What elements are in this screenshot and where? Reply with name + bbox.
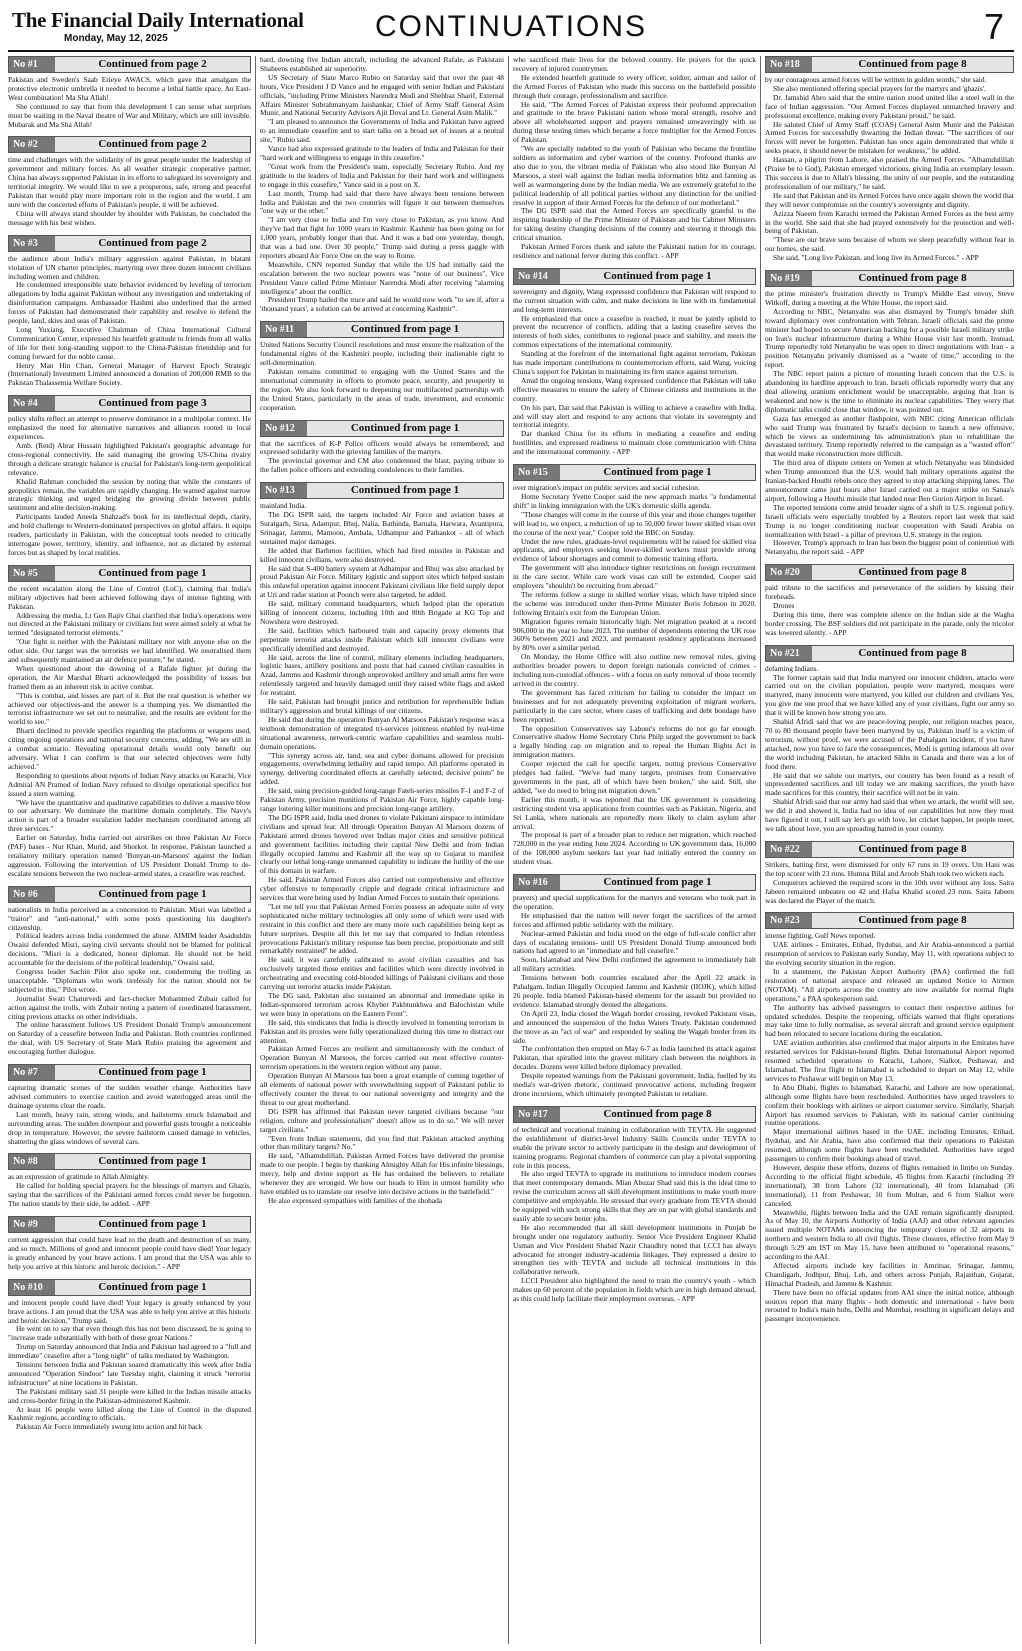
paragraph: He said that S-400 battery system at Adhampur and Bhuj was also attacked by proud Pakistan Air Force. Military logistic and support sites which helped sustain this unlawful operation against innocent Pakistani civilians like field supply depot at Uri and radar station at Poonch were also targeted, he added.	[260, 563, 504, 600]
article-body	[8, 1084, 251, 1146]
paragraph: In a statement, the Pakistan Airport Authority (PAA) confirmed the full restoration of national airspace and released an updated Notice to Airmen (NOTAM). "All airports across the country are now available for normal flight operations," a PAA spokesperson said.	[765, 967, 1014, 1003]
paragraph: the recent escalation along the Line of Control (LoC), claiming that India's military objectives had been achieved following days of intense fighting with Pakistan.	[8, 583, 251, 611]
continued-from-label: Continued from page 8	[858, 272, 967, 285]
paragraph: China will always stand shoulder by shoulder with Pakistan, he concluded the message with his best wishes.	[8, 208, 251, 227]
paragraph: Last month, heavy rain, strong winds, and hailstorms struck Islamabad and surrounding areas. The sudden downpour and powerful gusts brought a noticeable drop in temperature. However, the severe hailstorm caused damage to vehicles, shattering the glass windows of several cars.	[8, 1109, 251, 1146]
paragraph: He said, across the line of control, military elements including headquarters, logistic bases, artillery positions and posts that had caused civilian casualties in Azad, Jammu and Kashmir through unprovoked artillery and small arms fire were relentlessly targeted and heavily damaged until they raised white flags and asked for restraint.	[260, 652, 504, 698]
paragraph: the prime minister's frustration directly to Trump's Middle East envoy, Steve Witkoff, during a meeting at the White House, the report said.	[765, 289, 1014, 307]
paragraph: Conquerors achieved the required score in the 10th over without any loss. Saira Jabeen remained unbeaten on 42 and Hafsa Khalid scored 23 runs. Saira Jabeen was declared the Player of the match.	[765, 877, 1014, 905]
paragraph: Operation Bunyan Al Marsoos has been a great example of coming together of all elements of national power with overwhelming support of Pakistani public to effectively counter the threat to our national sovereignty and integrity and the threat to our great motherland.	[260, 1071, 504, 1107]
paragraph: Tensions between both countries escalated after the April 22 attack in Pahalgam, Indian Illegally Occupied Jammu and Kashmir (IIOJK), which killed 26 people. India blamed Pakistan-based elements for the assault but provided no evidence. Islamabad strongly denied the allegations.	[513, 973, 756, 1009]
paragraph: He emphasised that the nation will never forget the sacrifices of the armed forces and affirmed public solidarity with the military.	[513, 910, 756, 929]
paragraph: Earlier this month, it was reported that the UK government is considering restricting student visa applications from countries such as Pakistan, Nigeria, and Sri Lanka, where nationals are reportedly more likely to claim asylum after arrival.	[513, 794, 756, 831]
continued-from-label: Continued from page 2	[98, 236, 207, 249]
section-header	[8, 56, 251, 73]
paragraph: "This synergy across air, land, sea and cyber domains allowed for precision engagements, overwhelming lethality and rapid tempo. All platforms operated in synergy, delivering coordinated effects at carefully selected, decisive points" he added.	[260, 750, 504, 787]
continuation-section	[8, 136, 251, 227]
paragraph: United Nations Security Council resolutions and must ensure the realization of the fundamental rights of the Kashmiri people, including their inalienable right to self-determination.	[260, 340, 504, 368]
article-body	[8, 1299, 251, 1433]
continued-from-label: Continued from page 8	[603, 1107, 712, 1120]
paragraph: Bharti declined to provide specifics regarding the platforms or weapons used, citing ongoing operations and national security concerns, adding, "We are still in a combat scenario. Revealing operational details would only benefit our adversary. What I can confirm is that our selected objectives were fully achieved."	[8, 726, 251, 771]
section-number: No #5	[9, 566, 55, 581]
paragraph: He said, Pakistan had brought justice and retribution for reprehensible Indian military's aggression and brutal killings of our citizens.	[260, 697, 504, 715]
paragraph: He said, military command headquarters, which helped plan the operation killing of innocent citizens, including 10th and 80th Brigade at KG Top and Nowshera were destroyed.	[260, 599, 504, 626]
paragraph: "Even from Indian statements, did you find that Pakistan attacked anything other than military targets? No."	[260, 1133, 504, 1152]
section-header	[8, 1153, 251, 1170]
column-divider	[760, 56, 761, 1644]
article-body	[8, 415, 251, 558]
section-number: No #19	[766, 271, 812, 286]
continuation-section	[513, 1106, 756, 1304]
article-body	[513, 1126, 756, 1304]
paragraph: The government will also introduce tighter restrictions on foreign recruitment in the care sector. While care work visas can still be extended, Cooper said employers "shouldn't be recruiting from abroad."	[513, 563, 756, 591]
paragraph: There have been no official updates from AAI since the initial notice, although sources report that many flights - both domestic and international - have been rerouted to India's main hubs, Delhi and Mumbai, resulting in significant delays and passenger inconvenience.	[765, 1287, 1014, 1324]
paragraph: DG ISPR has affirmed that Pakistan never targeted civilians because "our religion, culture and professionalism" doesn't allow us to do so." We will never target civilians."	[260, 1106, 504, 1134]
paragraph: Amid the ongoing tensions, Wang expressed confidence that Pakistan will take effective measures to ensure the safety of Chinese citizens and institutions in the country.	[513, 375, 756, 403]
paragraph: Dar thanked China for its efforts in mediating a ceasefire and ending hostilities, and expressed readiness to maintain close communication with China and the international community. - APP	[513, 429, 756, 457]
paragraph: Meanwhile, CNN reported Sunday that while the US had initially said the escalation between the two nuclear powers was "none of our business", Vice President Vance called Prime Minister Narendra Modi after receiving "alarming intelligence" about the conflict.	[260, 259, 504, 296]
paragraph: "Great work from the President's team, especially Secretary Rubio. And my gratitude to the leaders of India and Pakistan for their hard work and willingness to engage in this ceasefire," Vance said in a post on X.	[260, 161, 504, 189]
article-body	[513, 288, 756, 457]
paragraph: the audience about India's military aggression against Pakistan, in blatant violation of UN charter principles, martyring over three dozen innocent civilians including women and children.	[8, 253, 251, 281]
column-1	[8, 56, 251, 1644]
paragraph: He went on to say that even though this has not been discussed, he is going to "increase trade substantially with both of these great Nations."	[8, 1324, 251, 1343]
continued-from-label: Continued from page 1	[98, 1218, 207, 1231]
paragraph: intense fighting, Gulf News reported.	[765, 931, 876, 941]
paragraph: mainland India.	[260, 501, 307, 511]
paragraph: Gaza has emerged as another flashpoint, with NBC citing American officials who said Trump was frustrated by Israel's decision to launch a new offensive, which he views as undermining his administration's plan to rehabilitate the devastated territory. Trump reportedly referred to the campaign as a "wasted effort" that would make reconstruction more difficult.	[765, 413, 1014, 459]
section-header	[8, 1279, 251, 1296]
section-header	[765, 564, 1014, 581]
continued-from-label: Continued from page 2	[98, 138, 207, 151]
continuation-section	[8, 395, 251, 558]
paragraph: He said that we salute our martyrs, our country has been found as a result of unprecedented sacrifices and till today we are making sacrifices, the youth have made sacrifices for this country, their sacrifice will not be in vain.	[765, 770, 1014, 798]
paragraph: She continued to say that from this development I can sense what surprises must be waiting in the Naval theatre of War and Military, which are still invisible. Mubarak and Ma Sha Allah!	[8, 101, 251, 129]
article-body	[8, 156, 251, 227]
section-number: No #9	[9, 1217, 55, 1232]
paragraph: The reforms follow a surge in skilled worker visas, which have tripled since the scheme was introduced under then-Prime Minister Boris Johnson in 2020, following Britain's exit from the European Union.	[513, 589, 756, 617]
paragraph: of technical and vocational training in collaboration with TEVTA. He suggested the establishment of district-level Industry Skills Councils under TEVTA to enable the private sector to actively participate in the design and development of training programs. Regional chambers of commerce can play a pivotal supporting role in this process.	[513, 1124, 756, 1170]
paragraph: Participants lauded Aneela Shahzad's book for its intellectual depth, clarity, and bold challenge to Western-dominated perspectives on global affairs. It equips readers, particularly in Pakistan, with the conceptual tools needed to critically interrogate power, territory, identity, and influence, not as dictated by external forces but as shaped by local realities.	[8, 512, 251, 557]
paragraph: He said, it was carefully calibrated to avoid civilian casualties and has exclusively targeted those entities and facilities which were directly involved in orchestrating and executing cold-blooded killings of Pakistani civilians and those carrying out terrorist attacks inside Pakistan.	[260, 955, 504, 992]
section-number: No #15	[514, 465, 560, 480]
paragraph: paid tribute to the sacrifices and perseverance of the soldiers by kissing their foreheads.	[765, 583, 1014, 602]
paragraph: "Our fight is neither with the Pakistani military nor with anyone else on the other side. Our target was the terrorists we had identified. We neutralised them and subsequently maintained an air defence posture," he stated.	[8, 637, 251, 665]
paragraph: She said, "Long live Pakistan, and long live its Armed Forces." - APP	[773, 253, 979, 263]
section-number: No #6	[9, 887, 55, 902]
continuation-section	[8, 1064, 251, 1146]
paragraph: Journalist Swati Chaturvedi and fact-checker Mohammed Zubair called for action against the trolls, with Zubair noting a pattern of coordinated harassment, citing previous attacks on other individuals.	[8, 993, 251, 1021]
paragraph: However, despite these efforts, dozens of flights remained in limbo on Sunday. According to the official flight schedule, 45 flights from Karachi (including 39 international), 38 from Lahore (32 international), 40 from Islamabad (36 international), 11 from Peshawar, 10 from Multan, and 6 from Sialkot were canceled.	[765, 1162, 1014, 1208]
continuation-section	[765, 645, 1014, 834]
paragraph: The reported tensions come amid broader signs of a shift in U.S. regional policy. Israeli officials were especially troubled by a Reuters report last week that said Trump is no longer conditioning nuclear cooperation with Saudi Arabia on normalization with Israel - a pillar of previous U.S. strategy in the region.	[765, 502, 1014, 539]
section-number: No #11	[261, 322, 307, 337]
paragraph: Home Secretary Yvette Cooper said the new approach marks "a fundamental shift" in linking immigration with the UK's domestic skills agenda.	[513, 491, 756, 510]
continued-from-label: Continued from page 1	[350, 484, 460, 497]
section-number: No #14	[514, 269, 560, 284]
paragraph: On April 23, India closed the Wagah border crossing, revoked Pakistani visas, and announced the suspension of the Indus Waters Treaty. Pakistan condemned the move as an "act of war" and responded by sealing the Wagah border from its side.	[513, 1008, 756, 1045]
paragraph: He said, Pakistan Armed Forces also carried out comprehensive and effective cyber offensive to temporarily cripple and degrade critical infrastructure and services that were being used by Indian Armed Forces to sustain their operations.	[260, 875, 504, 903]
paragraph: He said, "Alhamdulillah, Pakistan Armed Forces have delivered the promise made to our people. I begin by thanking Almighty Allah for His infinite blessings, mercy, help and divine support as He has ordained the believers to retaliate whenever they are wronged. We bow our heads to Him in utmost humility who have enabled us to translate our resolve into decisive actions in the battlefield."	[260, 1151, 504, 1196]
paragraph: Tensions between India and Pakistan soared dramatically this week after India announced "Operation Sindoor" late Tuesday night, claiming it struck "terrorist infrastructure" at nine locations in Pakistan.	[8, 1360, 251, 1387]
paragraph: On his part, Dar said that Pakistan is willing to achieve a ceasefire with India, and will stay alert and respond to any actions that violate its sovereignty and territorial integrity.	[513, 402, 756, 430]
paragraph: Migration figures remain historically high. Net migration peaked at a record 906,000 in the year to June 2023. The number of dependents entering the UK rose 360% between 2021 and 2023, and permanent residency applications increased by 80% over a similar period.	[513, 616, 756, 653]
paragraph: However, Trump's approach to Iran has been the biggest point of contention with Netanyahu, the report said. - APP	[765, 538, 1014, 557]
paragraph: over migration's impact on public services and social cohesion.	[513, 483, 700, 493]
section-header	[8, 1216, 251, 1233]
paragraph: "This is combat, and losses are part of it. But the real question is whether we achieved our objectives-and the answer is a thumping yes. We dismantled the terrorist infrastructure we set out to neutralise, and the results are evident for the world to see."	[8, 690, 251, 727]
section-number: No #8	[9, 1154, 55, 1169]
paragraph: The opposition Conservatives say Labour's reforms do not go far enough. Conservative shadow Home Secretary Chris Philp urged the government to back a legally binding cap on migration and to repeal the Human Rights Act in immigration matters.	[513, 723, 756, 760]
paragraph: At least 16 people were killed along the Line of Control in the disputed Kashmir regions, according to officials.	[8, 1404, 251, 1423]
section-number: No #20	[766, 565, 812, 580]
masthead	[8, 6, 1014, 50]
paragraph: He saluted Chief of Army Staff (COAS) General Asim Munir and the Pakistan Armed Forces for successfully thwarting the Indian threat. "The sacrifices of our forces will never be forgotten. Pakistan has once again demonstrated that while it seeks peace, it should never be mistaken for weakness," he added.	[765, 119, 1014, 156]
paragraph: Shahid Afridi said that we are peace-loving people, our religion teaches peace, 70 to 80 thousand people have been martyred by us, Pakistan itself is a victim of terrorism, without proof, we were accused of the Pahalgam incident, if you have attacked, now you have to face the consequences, Modi is getting infamous all over the world including Pakistan, he attacked Sikhs in Canada and there was a lot of food there.	[765, 717, 1014, 771]
section-header	[8, 1064, 251, 1081]
section-number: No #16	[514, 875, 560, 890]
paragraph: On Monday, the Home Office will also outline new removal rules, giving authorities broader powers to deport foreign nationals convicted of crimes - including non-custodial offences - with a focus on early removal of those recently arrived in the country.	[513, 652, 756, 688]
continuation-section	[765, 912, 1014, 1324]
continuation-section	[8, 565, 251, 879]
paragraph: The DG ISPR said, India used drones to violate Pakistani airspace to intimidate civilians and spread fear. All through Operation Bunyan Al Marsoos dozens of Pakistani armed drones hovered over Indian major cities and sensitive political and government facilities including their capital New Delhi and from Indian illegally occupied Jammu and Kashmir all the way up to Gujarat to manifest clearly our lethal long-range unmanned capability to indicate the futility of the use of this domain in warfare.	[260, 812, 504, 876]
section-header	[513, 1106, 756, 1123]
continued-from-label: Continued from page 1	[603, 466, 712, 479]
article-body	[8, 906, 251, 1057]
section-header	[513, 268, 756, 285]
paragraph: Vance had also expressed gratitude to the leaders of India and Pakistan for their "hard work and willingness to engage in this ceasefire."	[260, 144, 504, 162]
section-number: No #7	[9, 1065, 55, 1080]
paragraph: The NBC report paints a picture of mounting Israeli concern that the U.S. is abandoning its hardline approach to Iran. Israeli officials reportedly worry that any deal allowing uranium enrichment would be unacceptable, arguing that Iran is weakened and now is the time to eliminate its nuclear capabilities. They worry that diplomatic talks could close that window, it was pointed out.	[765, 369, 1014, 414]
paragraph: She also mentioned offering special prayers for the martyrs and 'ghazis'.	[773, 83, 986, 93]
section-number: No #17	[514, 1107, 560, 1122]
continuation-section	[8, 1216, 251, 1272]
masthead-rule	[8, 50, 1014, 52]
continuation-section	[8, 1279, 251, 1433]
column-2	[260, 56, 504, 1644]
paragraph: During this time, there was complete silence on the Indian side at the Wagha border crossing. The BSF soldiers did not participate in the parade, only the tricolor was lowered silently. - APP	[765, 609, 1014, 637]
paragraph: Cooper rejected the call for specific targets, noting previous Conservative pledges had failed. "We've had many targets, promises from Conservative governments in the past, all of which have been broken," she said. Still, she added, "we do need to bring net migration down."	[513, 759, 756, 795]
paragraph: sovereignty and dignity, Wang expressed confidence that Pakistan will respond to the current situation with calm, and make decisions in line with its fundamental and long-term interests.	[513, 286, 756, 314]
article-body	[260, 56, 504, 314]
paragraph: Trump on Saturday announced that India and Pakistan had agreed to a "full and immediate" ceasefire after a "long night" of talks mediated by Washington.	[8, 1342, 251, 1361]
paragraph: Under the new rules, graduate-level requirements will be raised for skilled visa applicants, and employers seeking lower-skilled workers must provide strong evidence of labour shortages and commit to domestic training efforts.	[513, 536, 756, 564]
paragraph: Shahid Afridi said that our army had said that when we attack, the world will see, we did it and showed it, India had no idea of our capabilities but now they must have figured it out, I still say let's go with love, let cricket happen, let people meet, we talk about love, you are spreading hatred in your country.	[765, 797, 1014, 833]
paragraph: Meanwhile, flights between India and the UAE remain significantly disrupted. As of May 10, the Airports Authority of India (AAI) and other relevant agencies issued multiple NOTAMs announcing the temporary closure of 32 airports in northern and western India to all civil flights. These closures, effective from May 9 through 5:29 am IST on May 15, have been attributed to "operational reasons," according to the AAI.	[765, 1207, 1014, 1262]
paragraph: current aggression that could have lead to the death and destruction of so many, and so much. Millions of good and innocent people could have died! Your legacy is greatly enhanced by your brave actions. I am proud that the USA was able to help you arrive at this historic and heroic decision." - APP	[8, 1235, 251, 1271]
continued-from-label: Continued from page 3	[98, 397, 207, 410]
continued-from-label: Continued from page 1	[98, 566, 207, 579]
continuation-section	[260, 482, 504, 1206]
paragraph: According to NBC, Netanyahu was also dismayed by Trump's broader shift toward diplomacy over confrontation with Tehran. Israeli officials said the prime minister had hoped to secure American backing for a possible Israeli military strike on Iran's nuclear infrastructure during a White House visit last month. Instead, Trump reportedly told Netanyahu he was open to direct negotiations with Iran - a position Netanyahu privately dismissed as a "waste of time," according to the report.	[765, 306, 1014, 370]
article-body	[260, 440, 504, 476]
paragraph: "Those changes will come in the course of this year and those changes together will lead to, we expect, a reduction of up to 50,000 fewer lower skilled visas over the course of the next year," Cooper told the BBC on Sunday.	[513, 509, 756, 537]
continued-from-label: Continued from page 8	[858, 566, 967, 579]
article-body	[513, 484, 756, 867]
continuation-section	[513, 874, 756, 1099]
section-number: No #4	[9, 396, 55, 411]
paragraph: Khalid Rahman concluded the session by noting that while the constants of geopolitics remain, the variables are rapidly changing. He warned against narrow strategic thinking and urged bridging the growing divide between public sentiment and elite decision-making.	[8, 476, 251, 513]
paragraph: He said, facilities which harboured train and capacity proxy elements that perpetrate terrorist attacks inside Pakistan which kill innocent civilians were specifically identified and destroyed.	[260, 625, 504, 653]
paragraph: LCCI President also highlighted the need to train the country's youth - which makes up 60 percent of the population in fields which are in high demand abroad, as this could help facilitate their employment overseas. - APP	[513, 1276, 756, 1304]
paragraph: The Pakistani military said 31 people were killed in the Indian missile attacks and cross-border firing in the Pakistan-administered Kashmir.	[8, 1386, 251, 1405]
continuation-section	[513, 56, 756, 261]
paragraph: "We have the quantitative and qualitative capabilities to deliver a massive blow to our adversary. We dominate the maritime domain completely. The Navy's action is part of a broader escalation ladder mechanism coordinated among all three services."	[8, 797, 251, 834]
paragraph: Drones	[773, 601, 795, 611]
continued-from-label: Continued from page 1	[603, 876, 712, 889]
paragraph: The proposal is part of a broader plan to reduce net migration, which reached 728,000 in the year ending June 2024. According to UK government data, 16,000 of the 108,000 asylum seekers last year had initially entered the country on student visas.	[513, 830, 756, 867]
article-body	[8, 1236, 251, 1272]
paragraph: Dr. Jamshid Abro said that the entire nation stood united like a steel wall in the face of Indian aggression. "Our Armed Forces displayed unmatched bravery and professional excellence, making every Pakistani proud," he said.	[765, 92, 1014, 120]
paragraph: Pakistan remains committed to engaging with the United States and the international community in efforts to promote peace, security, and prosperity in the region. We also look forward to deepening our multifaceted partnership with the United States, particularly in the areas of trade, investment, and economic cooperation.	[260, 367, 504, 412]
paragraph: The former captain said that India martyred our innocent children, attacks were carried out on the civilian population, people were martyred, mosques were martyred, many innocents were martyred, you killed our children and civilians Yes, you give me one proof that we have killed any of your civilians, fight our army so that it will be known how strong you are.	[765, 672, 1014, 718]
section-header	[513, 464, 756, 481]
section-number: No #3	[9, 236, 55, 251]
paragraph: Pakistan Air Force immediately swung into action and hit back	[16, 1422, 203, 1432]
section-header	[8, 235, 251, 252]
section-header	[765, 56, 1014, 73]
section-number: No #13	[261, 483, 307, 498]
article-body	[8, 585, 251, 879]
paragraph: Pakistan Armed Forces thank and salute the Pakistani nation for its courage, resilience and national fervor during this conflict. - APP	[513, 242, 756, 260]
continuation-section	[8, 886, 251, 1057]
paragraph: US Secretary of State Marco Rubio on Saturday said that over the past 48 hours, Vice President J D Vance and he engaged with senior Indian and Pakistani officials, "including Prime Ministers Narendra Modi and Shehbaz Sharif, External Affairs Minister Subrahmanyam Jaishankar, Chief of Army Staff General Asim Munir, and National Security Advisors Ajit Doval and Lt. General Asim Malik."	[260, 72, 504, 118]
section-header	[8, 886, 251, 903]
column-4	[765, 56, 1014, 1644]
paragraph: Strikers, batting first, were dismissed for only 67 runs in 19 overs. Um Hani was the top scorer with 23 runs. Humna Bilal and Aroob Shah took two wickets each.	[765, 859, 1014, 878]
paragraph: Earlier on Saturday, India carried out airstrikes on three Pakistan Air Force (PAF) bases - Nur Khan, Murid, and Shorkot. In response, Pakistan launched a retaliatory military operation named 'Bunyan-un-Marsoos' against the Indian aggression. Following the intervention of US President Donald Trump to de-escalate tensions between the two nuclear-armed states, a ceasefire was reached.	[8, 833, 251, 878]
paragraph: Amb. (Retd) Abrar Hussain highlighted Pakistan's geographic advantage for cross-regional connectivity. He said managing the growing US-China rivalry through a delicate strategic balance is crucial for Pakistan's long-term geopolitical relevance.	[8, 441, 251, 477]
continued-from-label: Continued from page 8	[858, 914, 967, 927]
paragraph: Despite repeated warnings from the Pakistani government, India, fuelled by its media's war-driven rhetoric, continued provocative actions, including frequent drone incursions, which ultimately prompted Pakistan to retaliate.	[513, 1071, 756, 1098]
section-header	[765, 270, 1014, 287]
paragraph: "I am pleased to announce the Governments of India and Pakistan have agreed to an immediate ceasefire and to start talks on a broad set of issues at a neutral site," Rubio said.	[260, 117, 504, 145]
section-header	[765, 912, 1014, 929]
page-number: 7	[983, 6, 1004, 47]
article-body	[260, 502, 504, 1206]
paragraph: The government has faced criticism for failing to consider the impact on businesses and for not adequately preventing exploitation of migrant workers, particularly in the care sector, where cases of trafficking and debt bondage have been reported.	[513, 687, 756, 724]
paragraph: The provincial governor and CM also condemned the blast, paying tribute to the fallen police officers and extending condolences to their families.	[260, 456, 504, 475]
continuation-section	[765, 841, 1014, 906]
paragraph: Responding to questions about reports of Indian Navy attacks on Karachi, Vice Admiral AN Pramod of Indian Navy refused to divulge operational specifics but issued a stern warning.	[8, 770, 251, 798]
section-header	[260, 420, 504, 437]
continuation-section	[260, 321, 504, 412]
continuation-section	[765, 56, 1014, 263]
paragraph: He said, "The Armed Forces of Pakistan express their profound appreciation and gratitude to the brave Pakistani nation whose moral strength, resolve and above all wholehearted support and prayers remained unwaveringly with us during these testing times which became a force multiplier for the Armed Forces of Pakistan.	[513, 99, 756, 145]
article-body	[8, 76, 251, 129]
article-body	[513, 894, 756, 1099]
paragraph: He extended heartfelt gratitude to every officer, soldier, airman and sailor of the Armed Forces of Pakistan who made this success on the battlefield possible through their courage, professionalism and sacrifice.	[513, 72, 756, 100]
continued-from-label: Continued from page 1	[350, 323, 460, 336]
article-body	[765, 932, 1014, 1324]
paragraph: The authority has advised passengers to contact their respective airlines for updated schedules. Despite the reopening, officials warned that flight operations may take time to fully normalise, as several aircraft and ground service equipment had been relocated to secure locations during the escalation.	[765, 1002, 1014, 1039]
paragraph: time and challenges with the solidarity of its great people under the leadership of government and military forces. As all weather strategic cooperative partner, China has always supported Pakistan in its efforts to safeguard its sovereignty and territorial integrity. We would like to see a prosperous, safe, strong and peaceful Pakistan that would play more important role in the region and the world. I am sure with the concerted efforts of Pakistan's people, it will be achieved.	[8, 155, 251, 209]
paragraph: policy shifts reflect an attempt to preserve dominance in a multipolar context. He emphasized the need for alternative narratives and alliances rooted in local experiences.	[8, 414, 251, 442]
paragraph: Major international airlines based in the UAE, including Emirates, Etihad, flydubai, and Air Arabia, have also confirmed that their operations to Pakistan resumed, although some flights have been rescheduled. Authorities have urged passengers to confirm their bookings ahead of travel.	[765, 1127, 1014, 1164]
paragraph: The DG ISPR said that the Armed Forces are specifically grateful to the inspiring leadership of the Prime Minister of Pakistan and his Cabinet Ministers for taking destiny changing decisions of the country and steering it through this critical situation.	[513, 206, 756, 243]
article-body	[8, 255, 251, 389]
section-header	[8, 565, 251, 582]
paragraph: Political leaders across India condemned the abuse. AIMIM leader Asaduddin Owaisi defended Misri, saying civil servants should not be blamed for political decisions. "Misri is a dedicated, honest diplomat. He should not be held accountable for the decisions of the political leadership," Owaisi said.	[8, 931, 251, 968]
paragraph: nationalists in India perceived as a concession to Pakistan. Misri was labelled a "traitor" and "anti-national," with some posts questioning his daughter's citizenship.	[8, 904, 251, 932]
paragraph: The confrontation then erupted on May 6-7 as India launched its attack against Pakistan, that spiralled into the gravest military clash between the neighbors in decades. Dozens were killed before diplomacy prevailed.	[513, 1044, 756, 1072]
paragraph: He said, using precision-guided long-range Fateh-series missiles F-1 and F-2 of Pakistan Army, precision munitions of Pakistan Air Force, highly capable long-range loitering killer munitions and precision long-range artillery.	[260, 786, 504, 813]
paragraph: by our courageous armed forces will be written in golden words," she said.	[765, 75, 987, 84]
continued-from-label: Continued from page 1	[98, 887, 207, 900]
paragraph: Addressing the media, Lt Gen Rajiv Ghai clarified that India's operations were not directed at the Pakistani military or civilians but were aimed solely at what he termed "designated terrorist elements."	[8, 610, 251, 638]
paragraph: Henry Man Hin Chan, General Manager of Harvest Epoch Strategic (International) Investment Limited announced a donation of 200,000 RMB to the Pakistan Thalassemia Welfare Society.	[8, 360, 251, 388]
section-header	[765, 645, 1014, 662]
continuation-section	[513, 464, 756, 867]
article-body	[765, 584, 1014, 637]
continued-from-label: Continued from page 8	[858, 646, 967, 659]
paragraph: "I am very close to India and I'm very close to Pakistan, as you know. And they've had that fight for 1000 years in Kashmir. Kashmir has been going on for 1,000 years, probably longer than that. And it was a bad one yesterday, though, that was a bad one. Over 30 people," Trump said during a press gaggle with reporters aboard Air Force One on the way to Rome.	[260, 215, 504, 260]
newspaper-name: The Financial Daily International	[12, 8, 304, 32]
section-header	[8, 395, 251, 412]
section-header	[513, 874, 756, 891]
paragraph: "Let me tell you that Pakistan Armed Forces possess an adequate suite of very sophisticated niche military technologies all only some of which were used with restraint in this conflict and there are many more such capabilities being kept as future surprises. Despite all this let me say that compared to Indian relentless provocations Pakistan's military response has been precise, proportionate and still remarkably restrained" he added.	[260, 901, 504, 956]
paragraph: He condemned irresponsible state behavior evidenced by leveling of terrorism allegations by India against Pakistan without any investigation and undertaking of disinformation campaigns. Ambassador Hashmi also underlined that the armed forces of Pakistan had demonstrated their capability and resolve to defend the people, land, skies and seas of Pakistan.	[8, 280, 251, 326]
section-number: No #10	[9, 1280, 55, 1295]
paragraph: Azizza Naeem from Karachi termed the Pakistan Armed Forces as the best army in the world. She said that she had prayed extensively for the protection and well-being of Pakistan.	[765, 208, 1014, 236]
paragraph: The DG ISPR said, the targets included Air Force and aviation bases at Suratgarh, Sirsa, Adampur, Bhuj, Nalia, Bathinda, Barnala, Harwara, Avantipura, Srinagar, Jammu, Mamoon, Ambala, Udhampur and Pathankot - all of which sustained major damages.	[260, 510, 504, 546]
article-body	[8, 1173, 251, 1209]
paragraph: In Abu Dhabi, flights to Islamabad, Karachi, and Lahore are now operational, although some flights have been rescheduled. Authorities have urged travelers to confirm their bookings with airlines or airport customer service. Similarly, Sharjah Airport has resumed services to Pakistan, with its national carrier continuing routine operations.	[765, 1082, 1014, 1128]
continued-from-label: Continued from page 8	[858, 58, 967, 70]
paragraph: hard, downing five Indian aircraft, including the advanced Rafale, as Pakistani Shaheens established air superiority.	[260, 56, 504, 73]
article-body	[765, 290, 1014, 557]
paragraph: defaming Indians.	[765, 663, 819, 673]
section-header	[260, 321, 504, 338]
paragraph: The DG said, Pakistan also sustained an abnormal and immediate spike in Indian-sponsored terrorism across Khyber Pakhtunkhwa and Balochistan while we were busy in operations on the Eastern Front".	[260, 991, 504, 1018]
paragraph: When questioned about the downing of a Rafale fighter jet during the operation, the Air Marshal Bharti acknowledged the possibility of losses but framed them as an inherent risk in active combat.	[8, 663, 251, 691]
paragraph: Congress leader Sachin Pilot also spoke out, condemning the trolling as unacceptable. "Diplomats who work tirelessly for the nation should not be subjected to this," Pilot wrote.	[8, 967, 251, 994]
article-body	[765, 665, 1014, 834]
paragraph: He emphasized that once a ceasefire is reached, it must be jointly upheld to prevent the recurrence of conflicts, adding that a lasting ceasefire serves the interests of both sides, contributes to regional peace and stability, and meets the common expectations of the international community.	[513, 313, 756, 350]
continued-from-label: Continued from page 1	[350, 421, 460, 434]
continuation-section	[765, 564, 1014, 637]
paragraph: capturing dramatic scenes of the sudden weather change. Authorities have advised commuters to exercise caution and avoid waterlogged areas until the drainage systems clear the roads.	[8, 1083, 251, 1110]
article-body	[765, 861, 1014, 906]
column-3	[513, 56, 756, 1644]
paragraph: "These are our brave sons because of whom we sleep peacefully without fear in our homes, she said.	[765, 235, 1014, 254]
paragraph: Pakistan and Sweden's Saab Erieye AWACS, which gave that amalgam the protective electronic umbrella it needed to become a lethal battle space. An East-West combination! Ma Sha Allah!	[8, 75, 251, 102]
article-body	[260, 341, 504, 412]
continuation-section	[8, 235, 251, 389]
continuation-section	[8, 56, 251, 129]
continuation-section	[513, 268, 756, 457]
continuation-section	[260, 56, 504, 314]
paragraph: He also urged TEVTA to upgrade its institutions to introduce modern courses that meet contemporary demands. Mian Abuzar Shad said this is the ideal time to revise the curriculum across all skill development institutions to make youth more competitive and employable. He stressed that every graduate from TEVTA should be equipped with such strong skills that they are on par with global standards and easily able to secure better jobs.	[513, 1169, 756, 1223]
paragraph: UAE airlines - Emirates, Etihad, flydubai, and Air Arabia-announced a partial resumption of services to Pakistan early Sunday, May 11, with operations subject to the evolving security situation in the region.	[765, 940, 1014, 968]
paragraph: that the sacrifices of K-P Police officers would always be remembered, and expressed solidarity with the grieving families of the martyrs.	[260, 438, 504, 457]
section-header	[260, 482, 504, 499]
section-header	[8, 136, 251, 153]
paragraph: Soon, Islamabad and New Delhi confirmed the agreement to immediately halt all military activities.	[513, 955, 756, 974]
paragraph: The online harassment follows US President Donald Trump's announcement on Saturday of a ceasefire between India and Pakistan. Both countries confirmed the deal, with US Secretary of State Mark Rubio praising the agreement and encouraging further dialogue.	[8, 1020, 251, 1057]
paragraph: The third area of dispute centers on Yemen at which Netanyahu was blindsided when Trump announced that the U.S. would halt military operations against the Iranian-backed Houthi rebels once they agreed to stop attacking shipping lanes. The announcement came just hours after Israel carried out a major strike on Sanaa's airport, following a Houthi missile that landed near Ben Gurion Airport in Israel.	[765, 458, 1014, 503]
section-number: No #1	[9, 57, 55, 72]
paragraph: He also expressed sympathies with families of the shohada	[268, 1195, 443, 1205]
paragraph: Long Yuxiang, Executive Chairman of China International Cultural Communication Center, expressed his heartfelt gratitude to friends from all walks of life for their long-standing support to the China-Pakistan friendship and for coming forward for the noble cause.	[8, 324, 251, 361]
continued-from-label: Continued from page 1	[98, 1280, 207, 1293]
article-body	[765, 76, 1014, 263]
section-number: No #21	[766, 646, 812, 661]
section-number: No #18	[766, 57, 812, 72]
paragraph: He said, this vindicates that India is directly involved in fomenting terrorism in Pakistan and its proxies were fully operationalized during this time to distract our attention.	[260, 1017, 504, 1045]
section-number: No #2	[9, 137, 55, 152]
continuation-section	[765, 270, 1014, 557]
paragraph: Last month, Trump had said that there have always been tensions between India and Pakistan and the two countries will figure it out between themselves "one way or the other."	[260, 188, 504, 216]
section-title: CONTINUATIONS	[374, 10, 648, 43]
paragraph: Pakistan Armed Forces are resilient and simultaneously with the conduct of Operation Bunyan Al Marsoos, the forces carried out most effective counter-terrorism operations in the western region without any pause.	[260, 1044, 504, 1072]
continued-from-label: Continued from page 1	[603, 269, 712, 282]
continued-from-label: Continued from page 8	[858, 842, 967, 855]
paragraph: as an expression of gratitude to Allah Almighty.	[8, 1172, 150, 1182]
continuation-section	[260, 420, 504, 476]
section-header	[765, 841, 1014, 858]
paragraph: He also recommended that all skill development institutions in Punjab be brought under one regulatory authority. Senior Vice President Engineer Khalid Usman and Vice President Shahid Nazir Chaudhry noted that LCCI has always advocated for stronger industry-academia linkages. They expressed a desire to strengthen ties with TEVTA and include all technical institutions in this collaborative network.	[513, 1222, 756, 1277]
paragraph: He said that during the operation Bunyan Al Marsoos Pakistan's response was a textbook demonstration of integrated tri-services jointness enabled by real-time situational awareness, network-centric warfare capabilities and seamless multi-domain operations.	[260, 714, 504, 751]
paragraph: Hassan, a pilgrim from Lahore, also praised the Armed Forces. "Alhamdulillah (Praise be to God), Pakistan emerged victorious, giving India an exemplary lesson. This success is due to Allah's blessing, the unity of our people, and the outstanding professionalism of our military," he said.	[765, 155, 1014, 191]
paragraph: who sacrificed their lives for the beloved country. He prayers for the quick recovery of injured countrymen.	[513, 56, 756, 73]
issue-date: Monday, May 12, 2025	[64, 33, 168, 44]
continuation-section	[8, 1153, 251, 1209]
continued-from-label: Continued from page 1	[98, 1155, 207, 1168]
paragraph: Nuclear-armed Pakistan and India stood on the edge of full-scale conflict after days of escalating tensions- until US President Donald Trump announced both nations had agreed to an "immediate and full ceasefire."	[513, 928, 756, 956]
paragraph: "We are specially indebted to the youth of Pakistan who became the frontline soldiers as information and cyber warriors of the country. Profound thanks are also due to you, the vibrant media of Pakistan who also stood like Bunyan Al Marsoos, a steel wall against the Indian media information blitz and fanning as well as warmongering done by the Indian media. We are extremely grateful to the political leadership of all political parties without any distinction for the unified resolve in support of their Armed Forces for the defence of our motherland."	[513, 144, 756, 207]
paragraph: He said that Pakistan and its Armed Forces have once again shown the world that they will never compromise on the country's sovereignty and dignity.	[765, 190, 1014, 209]
article-body	[513, 56, 756, 261]
paragraph: Affected airports include key facilities in Amritsar, Srinagar, Jammu, Chandigarh, Jodhpur, Bhuj, Leh, and others across Punjab, Rajasthan, Gujarat, Himachal Pradesh, and Jammu & Kashmir.	[765, 1260, 1014, 1288]
paragraph: prayers) and special supplications for the martyrs and veterans who took part in the operation.	[513, 893, 756, 911]
continued-from-label: Continued from page 1	[98, 1066, 207, 1079]
paragraph: UAE aviation authorities also confirmed that major airports in the Emirates have restarted services for Pakistan-bound flights. Dubai International Airport reported resumed scheduled operations to Karachi, Lahore, Sialkot, Peshawar, and Islamabad. The first flight to Islamabad is scheduled to depart on May 12, while services to Peshawar will begin on May 13.	[765, 1038, 1014, 1083]
paragraph: He called for holding special prayers for the blessings of martyrs and Ghazis, saying that the sacrifices of the Pakistani armed forces could never be forgotten. The nation stands by their side, he added. - APP	[8, 1181, 251, 1209]
column-divider	[255, 56, 256, 1644]
section-number: No #23	[766, 913, 812, 928]
section-number: No #22	[766, 842, 812, 857]
paragraph: and innocent people could have died! Your legacy is greatly enhanced by your brave actions. I am proud that the USA was able to help you arrive at this historic and heroic decision," Trump said.	[8, 1297, 251, 1325]
continued-from-label: Continued from page 2	[98, 58, 207, 70]
paragraph: President Trump hailed the truce and said he would now work "to see if, after a 'thousand years', a solution can be arrived at concerning Kashmir".	[260, 295, 504, 314]
paragraph: He added that Barhmos facilities, which had fired missiles in Pakistan and killed innocent civilians, were also destroyed.	[260, 545, 504, 564]
column-divider	[508, 56, 509, 1644]
section-number: No #12	[261, 421, 307, 436]
paragraph: Standing at the forefront of the international fight against terrorism, Pakistan has made important contributions to counterterrorism efforts, said Wang, voicing China's support for Pakistan in maintaining its firm stance against terrorism.	[513, 349, 756, 376]
